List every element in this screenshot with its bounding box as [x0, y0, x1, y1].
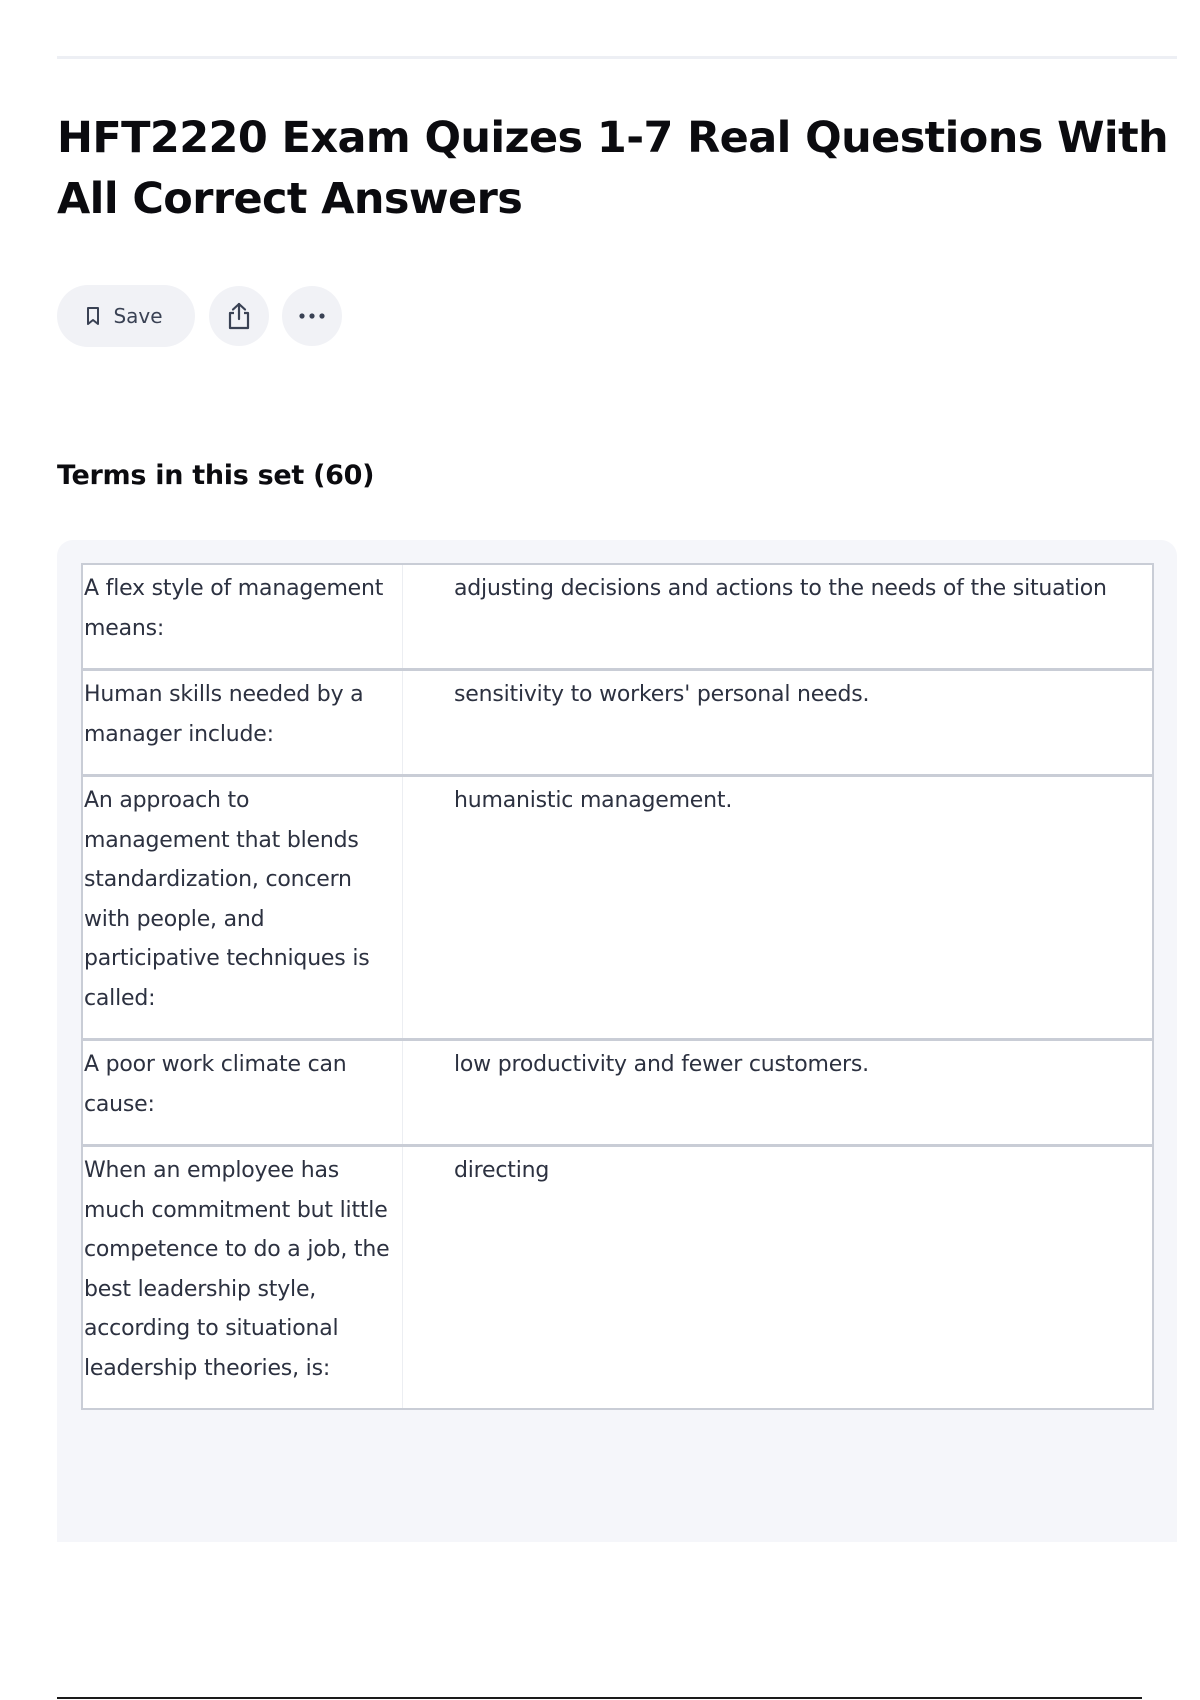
table-row: [83, 668, 1152, 774]
save-button[interactable]: [57, 285, 195, 347]
share-button[interactable]: [209, 286, 269, 346]
term-text: When an employee has much commitment but little competence to do a job, the best leadership style, according to situational leadership theories, is:: [83, 1147, 403, 1408]
save-label: Save: [113, 304, 163, 328]
table-row: [83, 774, 1152, 1038]
bottom-divider: [57, 1697, 1142, 1699]
terms-table: [81, 563, 1154, 1410]
term-text: A poor work climate can cause:: [83, 1041, 403, 1144]
definition-text: sensitivity to workers' personal needs.: [454, 682, 870, 707]
term-text: An approach to management that blends standardization, concern with people, and participative techniques is called:: [83, 777, 403, 1038]
definition-text: adjusting decisions and actions to the needs of the situation: [454, 576, 1107, 601]
definition-text: directing: [454, 1158, 550, 1183]
term-text: A flex style of management means:: [83, 565, 403, 668]
definition-text: low productivity and fewer customers.: [454, 1052, 869, 1077]
share-icon: [225, 301, 253, 331]
table-row: [83, 565, 1152, 668]
page-title: HFT2220 Exam Quizes 1-7 Real Questions With All Correct Answers: [57, 113, 1169, 224]
bookmark-icon: [85, 306, 101, 326]
more-options-button[interactable]: [282, 286, 342, 346]
top-divider: [57, 56, 1177, 59]
action-bar: [57, 285, 342, 347]
table-row: [83, 1144, 1152, 1408]
term-text: Human skills needed by a manager include:: [83, 671, 403, 774]
more-icon: [298, 312, 326, 320]
definition-text: humanistic management.: [454, 788, 733, 813]
terms-count-heading: Terms in this set (60): [57, 460, 375, 491]
table-row: [83, 1038, 1152, 1144]
